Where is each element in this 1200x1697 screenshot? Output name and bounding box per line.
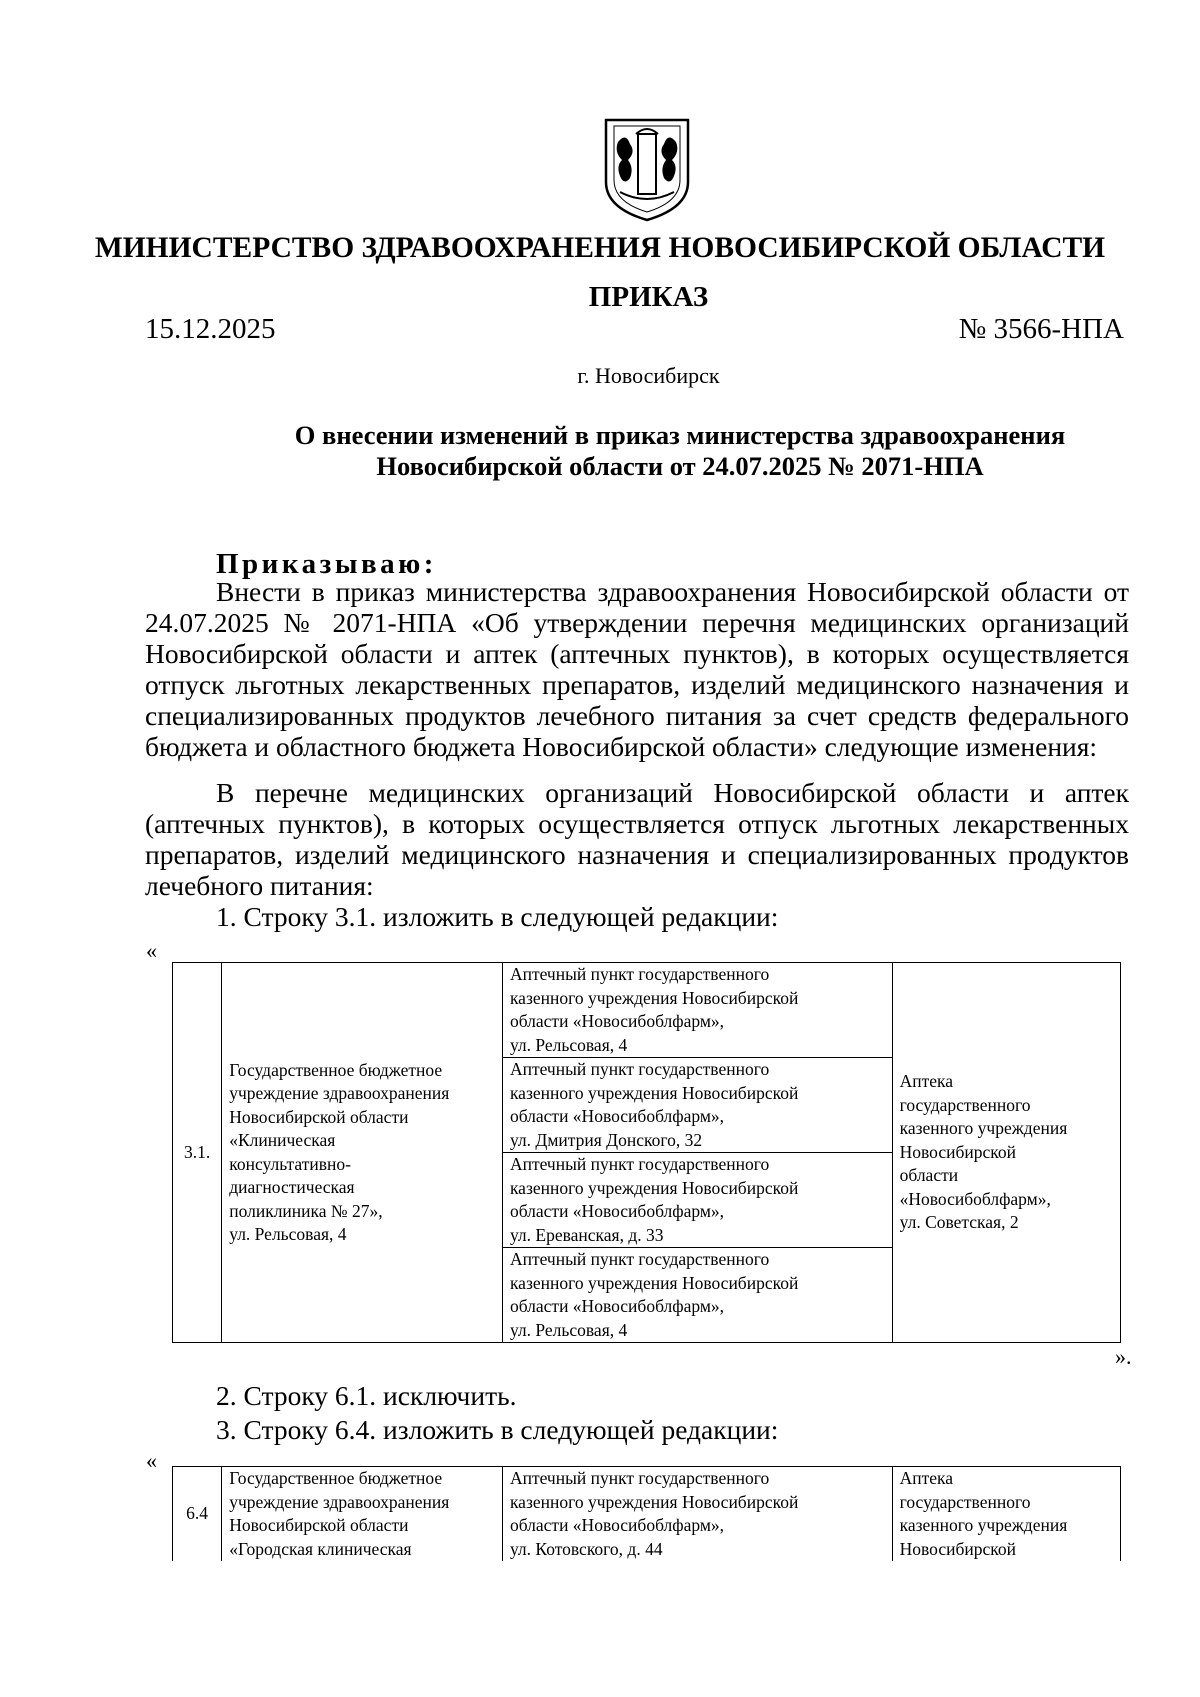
- pharmacy-point-cell: Аптечный пункт государственного казенного учреждения Новосибирской области «Новосибоблфарм», ул. Ереванская, д. 33: [502, 1153, 892, 1248]
- list-item-1: 1. Строку 3.1. изложить в следующей редакции:: [216, 901, 779, 932]
- order-number: № 3566-НПА: [958, 313, 1124, 345]
- pharmacy-point-cell: Аптечный пункт государственного казенного учреждения Новосибирской области «Новосибоблфарм», ул. Рельсовая, 4: [502, 963, 892, 1058]
- paragraph-1: Внести в приказ министерства здравоохранения Новосибирской области от 24.07.2025 № 2071-НПА «Об утверждении перечня медицинских организаций Новосибирской области и аптек (аптечных пунктов), в которых осуществляется отпуск льготных лекарственных препаратов, изделий медицинского назначения и специализированных продуктов лечебного питания за счет средств федерального бюджета и областного бюджета Новосибирской области» следующие изменения:: [145, 576, 1129, 762]
- pharmacy-point-cell: Аптечный пункт государственного казенного учреждения Новосибирской области «Новосибоблфарм», ул. Котовского, д. 44: [502, 1467, 892, 1562]
- pharmacy-point-cell: Аптечный пункт государственного казенного учреждения Новосибирской области «Новосибоблфарм», ул. Рельсовая, 4: [502, 1248, 892, 1343]
- organization-cell: Государственное бюджетное учреждение здравоохранения Новосибирской области «Клиническая консультативно- диагностическая поликлиника № 27», ул. Рельсовая, 4: [222, 963, 503, 1343]
- list-item-3: 3. Строку 6.4. изложить в следующей редакции:: [216, 1414, 779, 1445]
- table-row: [173, 963, 1121, 1058]
- table-row: [173, 1467, 1121, 1562]
- decree-word: Приказываю:: [216, 548, 437, 580]
- pharmacy-cell: Аптека государственного казенного учреждения Новосибирской области «Новосибоблфарм», ул. Советская, 2: [892, 963, 1120, 1343]
- list-item-2: 2. Строку 6.1. исключить.: [216, 1380, 517, 1411]
- pharmacy-point-cell: Аптечный пункт государственного казенного учреждения Новосибирской области «Новосибоблфарм», ул. Дмитрия Донского, 32: [502, 1058, 892, 1153]
- ministry-name: МИНИСТЕРСТВО ЗДРАВООХРАНЕНИЯ НОВОСИБИРСКОЙ ОБЛАСТИ: [94, 232, 1106, 264]
- opening-quote: «: [146, 1448, 157, 1473]
- opening-quote: «: [146, 938, 157, 963]
- table-row-3-1: [172, 962, 1121, 1343]
- pharmacy-cell: Аптека государственного казенного учреждения Новосибирской: [892, 1467, 1120, 1562]
- order-date: 15.12.2025: [145, 313, 276, 345]
- row-number-cell: 6.4: [173, 1467, 222, 1562]
- coat-of-arms-emblem: [600, 112, 694, 224]
- subject-line-2: Новосибирской области от 24.07.2025 № 2071-НПА: [376, 451, 984, 481]
- table-row-6-4: [172, 1466, 1121, 1561]
- city: г. Новосибирск: [577, 363, 720, 388]
- subject-line-1: О внесении изменений в приказ министерства здравоохранения: [294, 420, 1066, 450]
- closing-quote: ».: [1115, 1344, 1132, 1369]
- paragraph-2: В перечне медицинских организаций Новосибирской области и аптек (аптечных пунктов), в которых осуществляется отпуск льготных лекарственных препаратов, изделий медицинского назначения и специализированных продуктов лечебного питания:: [145, 777, 1129, 901]
- order-subject: [190, 420, 1170, 482]
- organization-cell: Государственное бюджетное учреждение здравоохранения Новосибирской области «Городская клиническая: [222, 1467, 503, 1562]
- document-type: ПРИКАЗ: [588, 281, 709, 313]
- row-number-cell: 3.1.: [173, 963, 222, 1343]
